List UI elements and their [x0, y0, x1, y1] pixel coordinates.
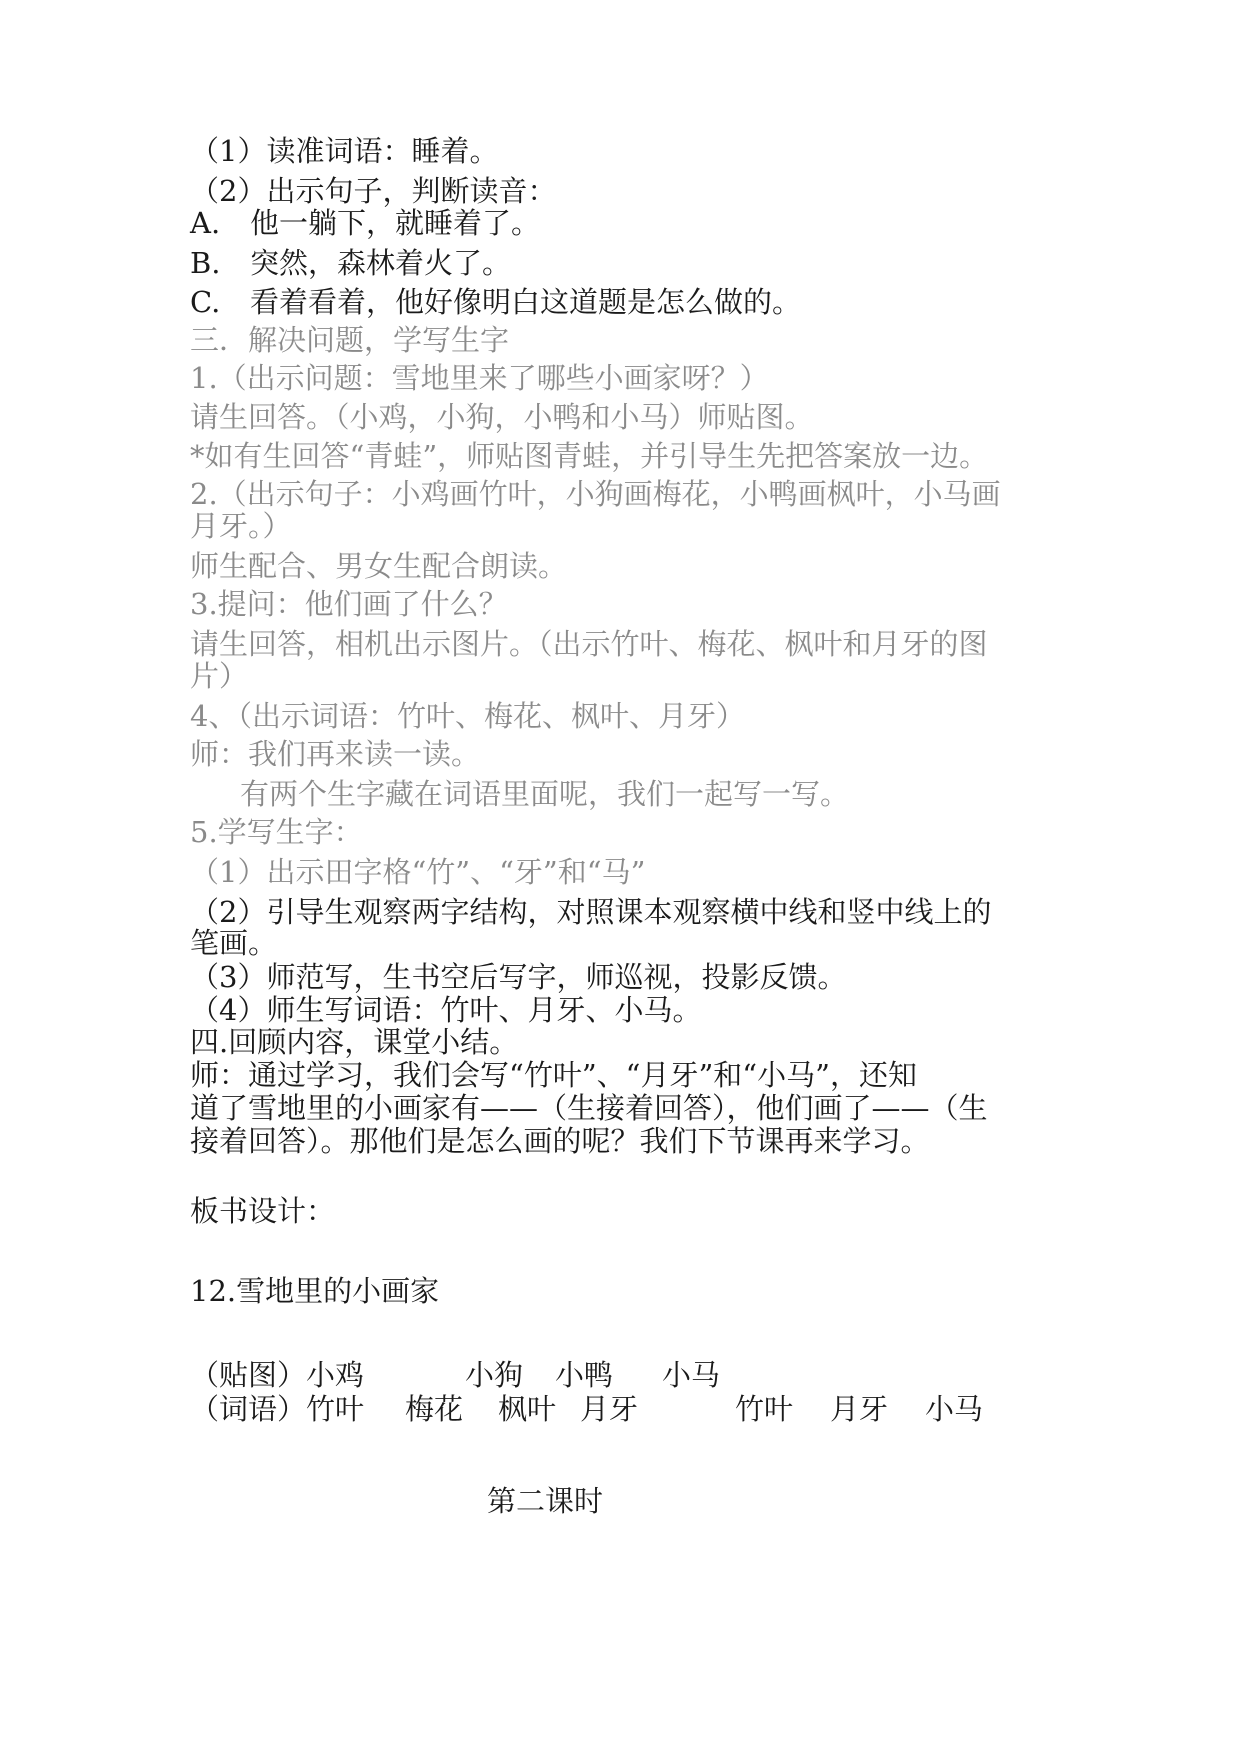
board-cell: 小狗	[465, 1358, 524, 1392]
board-cell: 月牙	[830, 1392, 889, 1426]
option-a	[190, 204, 540, 242]
board-cell: 小马	[925, 1392, 984, 1426]
board-cell: 小马	[662, 1358, 721, 1392]
question-4-reading: 师：我们再来读一读。	[190, 737, 481, 771]
section-3-heading: 三．解决问题，学写生字	[190, 323, 510, 357]
question-2-line-1: 2.（出示句子：小鸡画竹叶，小狗画梅花，小鸭画枫叶，小马画	[190, 477, 1001, 511]
next-lesson-heading: 第二课时	[487, 1484, 604, 1518]
summary-line-3: 接着回答）。那他们是怎么画的呢？我们下节课再来学习。	[190, 1124, 930, 1158]
board-cell: 梅花	[405, 1392, 464, 1426]
question-2-line-2: 月牙。）	[190, 509, 292, 543]
step-1-line: （1）读准词语：睡着。	[190, 134, 499, 168]
section-4-heading: 四.回顾内容，课堂小结。	[190, 1025, 519, 1059]
question-2-reading: 师生配合、男女生配合朗读。	[190, 549, 568, 583]
step-2-line: （2）出示句子，判断读音：	[190, 174, 557, 208]
question-4-hint: 有两个生字藏在词语里面呢，我们一起写一写。	[240, 777, 850, 811]
board-cell: 月牙	[580, 1392, 639, 1426]
option-b-text: 突然，森林着火了。	[250, 246, 512, 280]
question-5: 5.学写生字：	[190, 815, 363, 849]
option-a-label: A.	[190, 206, 221, 240]
board-cell: （词语）竹叶	[190, 1392, 365, 1426]
board-cell: 竹叶	[735, 1392, 794, 1426]
question-1: 1.（出示问题：雪地里来了哪些小画家呀？）	[190, 361, 769, 395]
board-cell: 枫叶	[498, 1392, 557, 1426]
question-5-step-3: （3）师范写，生书空后写字，师巡视，投影反馈。	[190, 960, 847, 994]
question-5-step-2-line-1: （2）引导生观察两字结构，对照课本观察横中线和竖中线上的	[190, 895, 992, 929]
option-a-text: 他一躺下，就睡着了。	[250, 206, 541, 240]
option-b	[190, 244, 511, 282]
question-1-answer: 请生回答。（小鸡，小狗，小鸭和小马）师贴图。	[190, 400, 814, 434]
question-3-answer-line-2: 片）	[190, 659, 249, 693]
question-1-note: *如有生回答“青蛙”，师贴图青蛙，并引导生先把答案放一边。	[190, 439, 989, 473]
question-3-answer-line-1: 请生回答，相机出示图片。（出示竹叶、梅花、枫叶和月牙的图	[190, 627, 988, 661]
question-5-step-2-line-2: 笔画。	[190, 926, 278, 960]
board-design-heading: 板书设计：	[190, 1194, 336, 1228]
question-4: 4、（出示词语：竹叶、梅花、枫叶、月牙）	[190, 699, 745, 733]
option-b-label: B.	[190, 246, 221, 280]
option-c-text: 看着看着，他好像明白这道题是怎么做的。	[250, 285, 802, 319]
board-cell: （贴图）小鸡	[190, 1358, 365, 1392]
option-c-label: C.	[190, 285, 221, 319]
option-c	[190, 283, 801, 321]
question-5-step-1: （1）出示田字格“竹”、“牙”和“马”	[190, 855, 646, 889]
lesson-title: 12.雪地里的小画家	[190, 1274, 440, 1308]
question-5-step-4: （4）师生写词语：竹叶、月牙、小马。	[190, 993, 702, 1027]
board-cell: 小鸭	[555, 1358, 614, 1392]
question-3: 3.提问：他们画了什么？	[190, 587, 508, 621]
summary-line-2: 道了雪地里的小画家有——（生接着回答），他们画了——（生	[190, 1091, 988, 1125]
summary-line-1: 师：通过学习，我们会写“竹叶”、“月牙”和“小马”，还知	[190, 1058, 917, 1092]
